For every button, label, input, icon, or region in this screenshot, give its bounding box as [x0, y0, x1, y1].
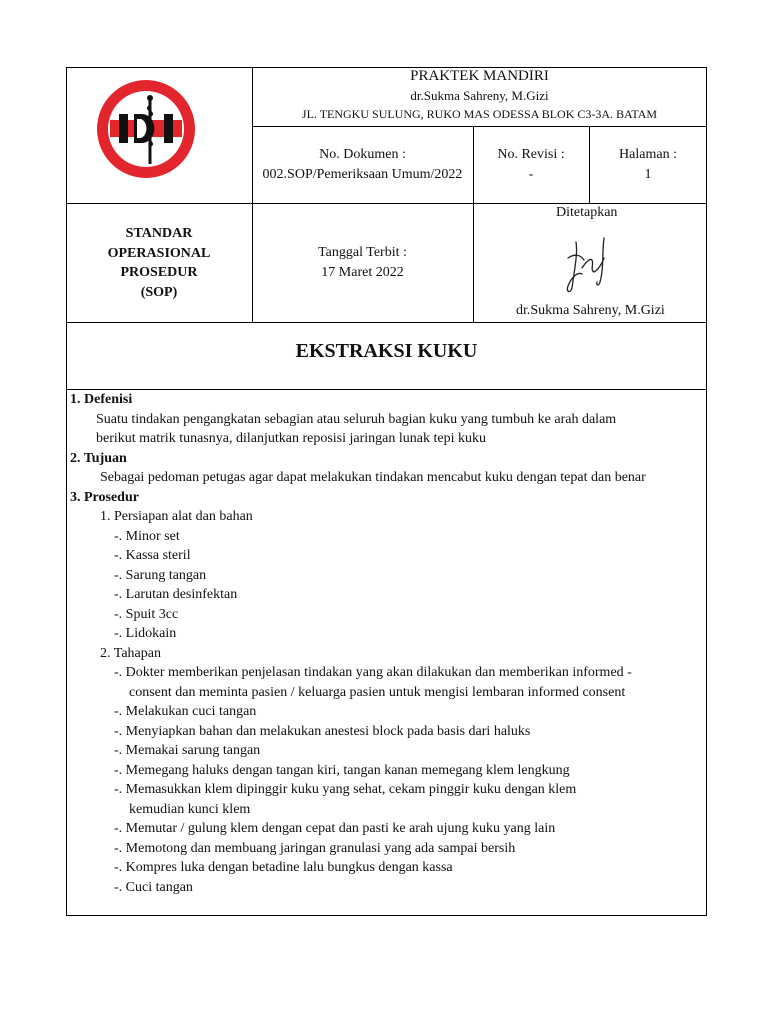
issue-date: 17 Maret 2022	[321, 265, 404, 280]
row-divider-1	[66, 203, 707, 204]
doc-no-value: 002.SOP/Pemeriksaan Umum/2022	[262, 167, 463, 182]
definisi-line-1: Suatu tindakan pengangkatan sebagian atau seluruh bagian kuku yang tumbuh ke arah dalam	[96, 411, 617, 427]
step-item: -. Dokter memberikan penjelasan tindakan yang akan dilakukan dan memberikan informed -	[114, 665, 632, 680]
step-item: -. Memakai sarung tangan	[114, 743, 261, 758]
section-heading-prosedur: 3. Prosedur	[70, 489, 139, 505]
step-item-continued: consent dan meminta pasien / keluarga pasien untuk mengisi lembaran informed consent	[129, 684, 626, 700]
header-divider	[252, 126, 707, 127]
tujuan-line-1: Sebagai pedoman petugas agar dapat melakukan tindakan mencabut kuku dengan tepat dan benar	[100, 470, 646, 485]
page-value: 1	[644, 167, 652, 182]
tool-item: -. Kassa steril	[114, 548, 191, 563]
sop-line-4: (SOP)	[140, 284, 178, 300]
prosedur-sub-2: 2. Tahapan	[100, 645, 161, 661]
sop-content	[70, 390, 700, 897]
section-heading-definisi: 1. Defenisi	[70, 392, 133, 407]
col-divider-left	[252, 67, 253, 322]
row-divider-2	[66, 322, 707, 323]
tool-item: -. Sarung tangan	[114, 567, 207, 583]
approver-name: dr.Sukma Sahreny, M.Gizi	[516, 303, 665, 318]
step-item: -. Kompres luka dengan betadine lalu bungkus dengan kassa	[114, 860, 453, 875]
sop-title	[66, 224, 252, 302]
revision-value: -	[528, 167, 534, 182]
doc-no-label: No. Dokumen :	[319, 147, 406, 162]
sop-line-3: PROSEDUR	[120, 265, 198, 280]
sop-line-2: OPERASIONAL	[107, 245, 211, 261]
tool-item: -. Larutan desinfektan	[114, 587, 238, 602]
step-item: -. Memutar / gulung klem dengan cepat dan pasti ke arah ujung kuku yang lain	[114, 821, 556, 836]
revision-label: No. Revisi :	[497, 147, 565, 162]
issue-label: Tanggal Terbit :	[318, 245, 407, 260]
signature	[560, 228, 620, 298]
org-name: PRAKTEK MANDIRI	[410, 68, 549, 84]
idi-logo	[93, 76, 199, 182]
step-item-continued: kemudian kunci klem	[129, 801, 251, 817]
sop-line-1: STANDAR	[125, 226, 193, 241]
definisi-line-2: berikut matrik tunasnya, dilanjutkan reposisi jaringan lunak tepi kuku	[96, 431, 486, 446]
tool-item: -. Spuit 3cc	[114, 606, 179, 622]
doctor-name: dr.Sukma Sahreny, M.Gizi	[410, 88, 549, 103]
step-item: -. Cuci tangan	[114, 879, 193, 895]
tool-item: -. Lidokain	[114, 626, 177, 641]
address: JL. TENGKU SULUNG, RUKO MAS ODESSA BLOK C3-3A. BATAM	[301, 107, 658, 121]
col-divider-right	[589, 126, 590, 203]
page-title: EKSTRAKSI KUKU	[295, 340, 478, 362]
page-label: Halaman :	[619, 147, 677, 162]
approved-label: Ditetapkan	[556, 205, 618, 220]
tool-item: -. Minor set	[114, 528, 180, 544]
step-item: -. Menyiapkan bahan dan melakukan anestesi block pada basis dari haluks	[114, 723, 531, 739]
step-item: -. Memotong dan membuang jaringan granulasi yang ada sampai bersih	[114, 840, 516, 856]
step-item: -. Melakukan cuci tangan	[114, 704, 257, 719]
step-item: -. Memasukkan klem dipinggir kuku yang sehat, cekam pinggir kuku dengan klem	[114, 782, 577, 797]
section-heading-tujuan: 2. Tujuan	[70, 450, 127, 466]
prosedur-sub-1: 1. Persiapan alat dan bahan	[100, 509, 253, 524]
step-item: -. Memegang haluks dengan tangan kiri, tangan kanan memegang klem lengkung	[114, 762, 570, 778]
